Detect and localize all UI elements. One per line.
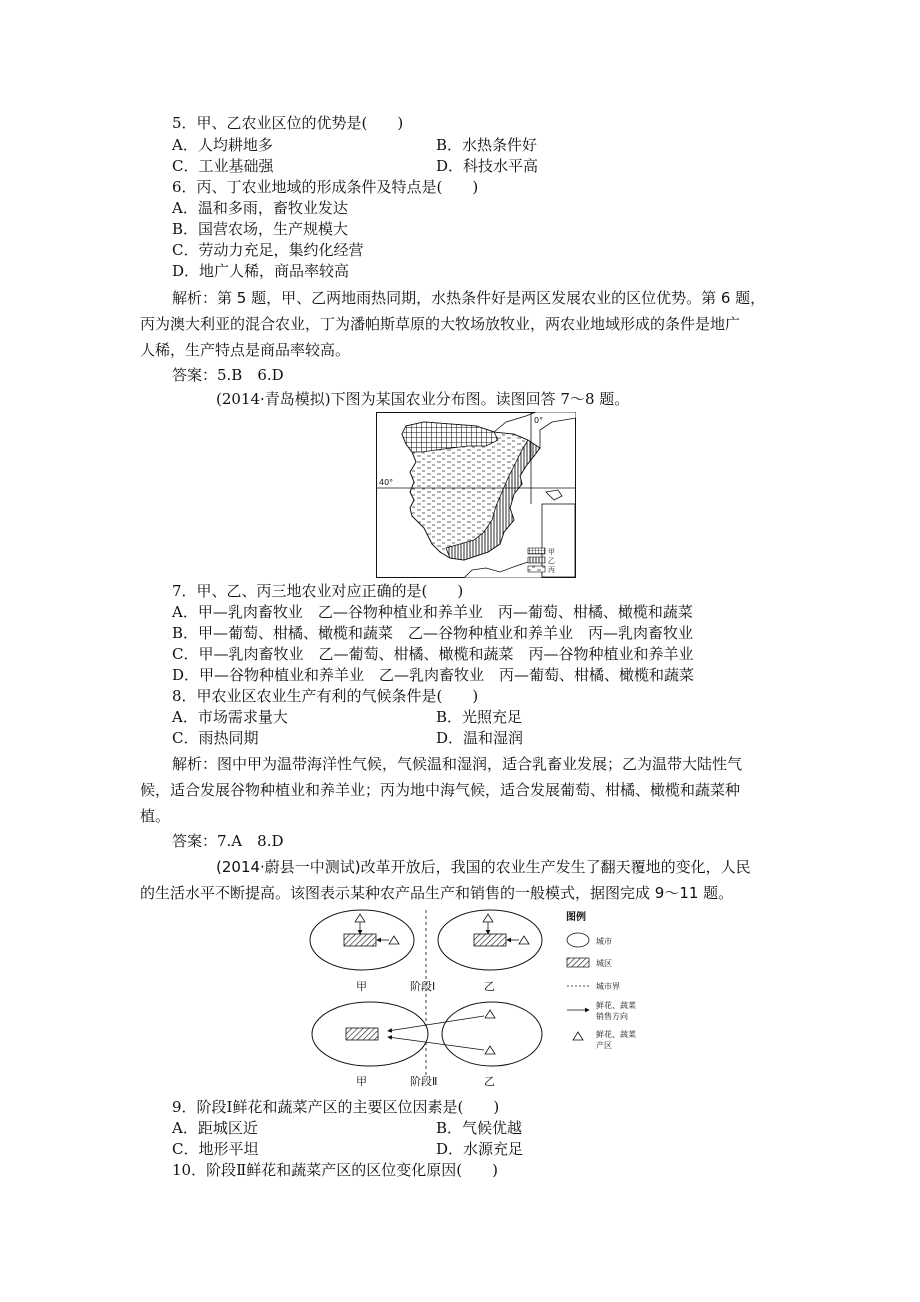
q8-option-d: D．温和湿润 [436,729,524,747]
q9-option-a: A．距城区近 [172,1119,258,1137]
legend-city-label: 城市 [596,937,612,946]
diagram-legend-title: 图例 [566,912,586,923]
q6-option-a: A．温和多雨，畜牧业发达 [172,199,348,217]
q7-option-c: C．甲—乳肉畜牧业 乙—葡萄、柑橘、橄榄和蔬菜 丙—谷物种植业和养羊业 [172,645,694,663]
legend-urban-label: 城区 [596,959,612,968]
q8-stem: 8．甲农业区农业生产有利的气候条件是( ) [172,687,479,705]
q6-option-c: C．劳动力充足，集约化经营 [172,241,364,259]
q5-option-c: C．工业基础强 [172,157,274,175]
legend-bing-swatch [528,566,545,572]
legend-area-label-1: 鲜花、蔬菜 [596,1030,636,1039]
q8-option-a: A．市场需求量大 [172,708,288,726]
q9-option-d: D．水源充足 [436,1140,524,1158]
q7-stem: 7．甲、乙、丙三地农业对应正确的是( ) [172,582,464,600]
intro-78: (2014·青岛模拟)下图为某国农业分布图。读图回答 7～8 题。 [216,390,630,408]
stage1-yi-label: 乙 [484,980,495,993]
q5-option-b: B．水热条件好 [436,136,538,154]
legend-area-label-2: 产区 [596,1041,612,1050]
legend-arrow-label-2: 销售方向 [596,1012,628,1021]
explanation-56-line1: 解析：第 5 题，甲、乙两地雨热同期，水热条件好是两区发展农业的区位优势。第 6 题， [172,289,766,307]
legend-urban-symbol [567,958,589,967]
q10-stem: 10．阶段Ⅱ鲜花和蔬菜产区的区位变化原因( ) [172,1161,498,1179]
stage2-jia-label: 甲 [356,1075,367,1088]
stage-diagram [306,904,676,1094]
legend-jia-swatch [528,548,545,554]
q5-stem: 5．甲、乙农业区位的优势是( ) [172,114,404,132]
map-latitude-label: 40° [379,478,394,487]
explanation-56-line2: 丙为澳大利亚的混合农业，丁为潘帕斯草原的大牧场放牧业，两农业地域形成的条件是地广 [140,315,741,333]
stage1-label: 阶段Ⅰ [410,980,436,993]
q7-option-d: D．甲—谷物种植业和养羊业 乙—乳肉畜牧业 丙—葡萄、柑橘、橄榄和蔬菜 [172,666,695,684]
answer-78: 答案：7.A 8.D [172,832,284,850]
q9-option-c: C．地形平坦 [172,1140,259,1158]
legend-yi-label: 乙 [548,557,555,565]
q7-option-a: A．甲—乳肉畜牧业 乙—谷物种植业和养羊业 丙—葡萄、柑橘、橄榄和蔬菜 [172,603,693,621]
explanation-78-line1: 解析：图中甲为温带海洋性气候，气候温和湿润，适合乳畜业发展；乙为温带大陆性气 [172,755,743,773]
explanation-56-line3: 人稀，生产特点是商品率较高。 [140,341,351,359]
legend-arrow-label-1: 鲜花、蔬菜 [596,1001,636,1010]
q6-stem: 6．丙、丁农业地域的形成条件及特点是( ) [172,178,479,196]
q9-option-b: B．气候优越 [436,1119,523,1137]
legend-yi-swatch [528,557,545,563]
intro-911-line1: (2014·蔚县一中测试)改革开放后，我国的农业生产发生了翻天覆地的变化，人民 [216,858,751,876]
agriculture-map [376,412,576,578]
q5-option-d: D．科技水平高 [436,157,539,175]
stage2-yi-label: 乙 [484,1075,495,1088]
legend-jia-label: 甲 [548,548,555,556]
explanation-78-line2: 候，适合发展谷物种植业和养羊业；丙为地中海气候，适合发展葡萄、柑橘、橄榄和蔬菜种 [140,781,741,799]
legend-bing-label: 丙 [548,566,555,574]
map-longitude-label: 0° [534,416,544,425]
legend-area-symbol [573,1032,583,1040]
legend-city-symbol [567,933,589,947]
q9-stem: 9．阶段Ⅰ鲜花和蔬菜产区的主要区位因素是( ) [172,1098,500,1116]
q5-option-a: A．人均耕地多 [172,136,273,154]
answer-56: 答案：5.B 6.D [172,366,284,384]
intro-911-line2: 的生活水平不断提高。该图表示某种农产品生产和销售的一般模式，据图完成 9～11 题。 [140,884,734,902]
q8-option-c: C．雨热同期 [172,729,259,747]
q6-option-d: D．地广人稀，商品率较高 [172,262,350,280]
stage1-jia-label: 甲 [356,980,367,993]
explanation-78-line3: 植。 [140,807,171,825]
stage2-label: 阶段Ⅱ [410,1075,438,1088]
q8-option-b: B．光照充足 [436,708,523,726]
q7-option-b: B．甲—葡萄、柑橘、橄榄和蔬菜 乙—谷物种植业和养羊业 丙—乳肉畜牧业 [172,624,694,642]
q6-option-b: B．国营农场，生产规模大 [172,220,349,238]
legend-boundary-label: 城市界 [596,982,620,991]
